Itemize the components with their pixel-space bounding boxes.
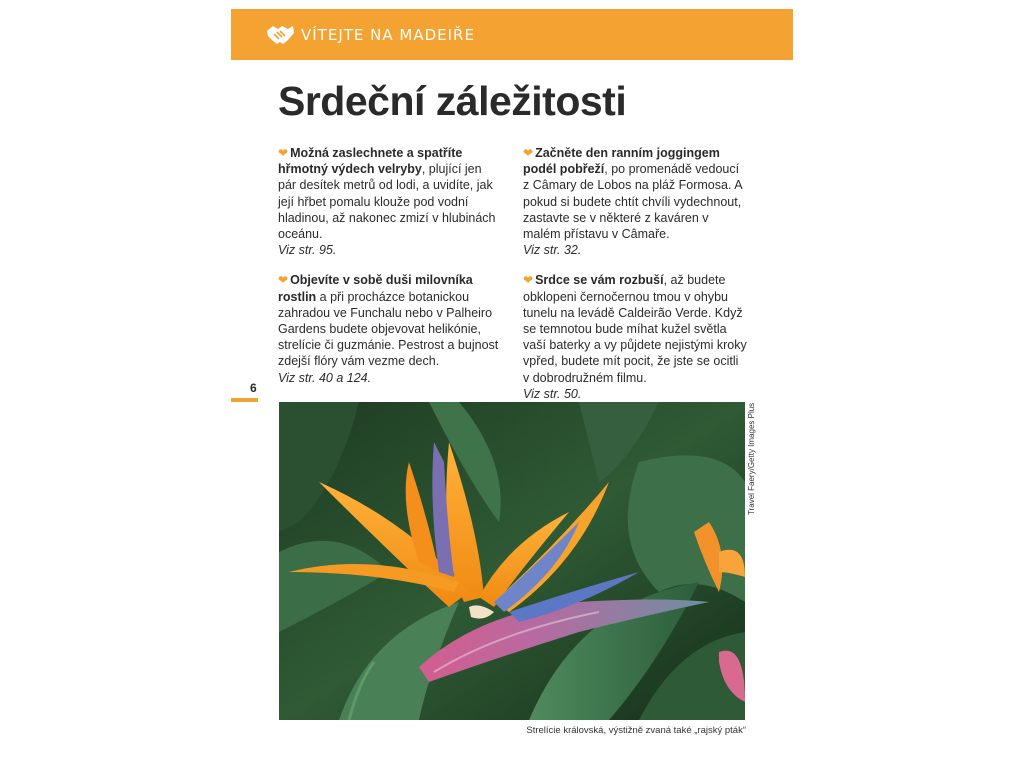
tip-text: , až budete obklopeni černočernou tmou v ohybu tunelu na levádě Caldeirão Verde. Když se temnotou bude míhat kužel světla vaší baterky a vy půjdete nejistými kroky vpřed, budete mít pocit, že jste se ocitli v dobrodružném filmu. [523,273,747,385]
photo-credit: Travel Faery/Getty Images Plus [747,402,756,515]
page-reference: Viz str. 32. [523,243,582,258]
chapter-banner [231,9,793,60]
heart-icon: ❤ [523,146,534,160]
tip-text: , plující jen pár desítek metrů od lodi, a uvidíte, jak její hřbet pomalu klouže pod vodní hladinou, až nakonec zmizí v hlubinách oceánu. [278,162,496,242]
tip-lead: Možná zaslechnete a spatříte hřmotný výdech velryby [278,146,463,177]
left-column [278,145,503,400]
heart-icon: ❤ [523,273,534,288]
tip-lead: Srdce se vám rozbuší [535,273,664,288]
tip-item [278,272,503,385]
tip-lead: Objevíte v sobě duši milovníka rostlin [278,273,473,304]
page-number: 6 [250,381,257,395]
photo-caption: Strelície královská, výstižně zvaná také „rajský pták“ [526,725,746,736]
tip-item [278,145,503,258]
page-title: Srdeční záležitosti [278,78,627,124]
page-reference: Viz str. 40 a 124. [278,370,372,385]
heart-icon: ❤ [278,273,289,288]
handshake-icon [265,23,295,47]
tip-text: a při procházce botanickou zahradou ve Funchalu nebo v Palheiro Gardens budete objevovat helikónie, strelície či guzmánie. Pestrost a bujnost zdejší flóry vám vezme dech. [278,289,499,369]
tip-item [523,272,748,402]
tip-text: , po promenádě vedoucí z Câmary de Lobos na pláž Formosa. A pokud si budete chtít chvíli vydechnout, zastavte se v některé z kaváren v malém přístavu v Câmaře. [523,162,742,242]
heart-icon: ❤ [278,146,289,160]
banner-title: VÍTEJTE NA MADEIŘE [301,25,475,44]
page-reference: Viz str. 95. [278,243,337,258]
right-column [523,145,748,416]
tip-lead: Začněte den ranním joggingem podél pobřeží [523,146,720,177]
bird-of-paradise-photo [279,402,745,720]
page-number-bar [231,398,258,402]
page-reference: Viz str. 50. [523,386,582,401]
tip-item [523,145,748,258]
